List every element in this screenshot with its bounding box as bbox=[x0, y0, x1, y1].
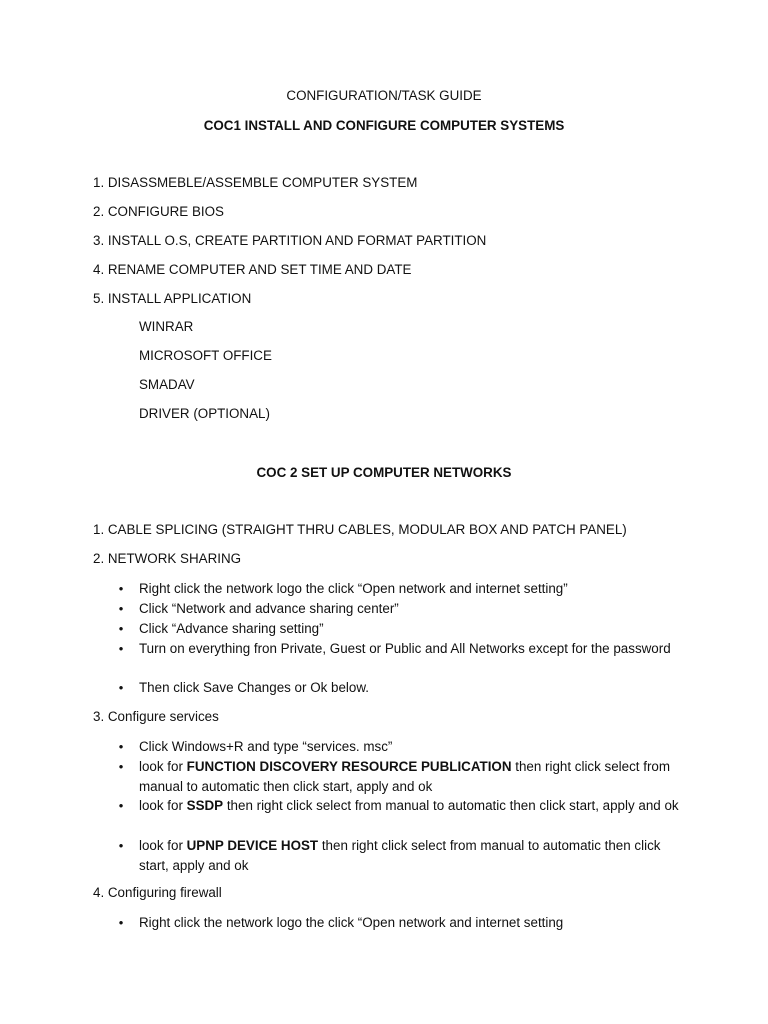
service-name: SSDP bbox=[186, 798, 224, 813]
coc2-item-4: 4. Configuring firewall bbox=[93, 885, 222, 900]
bullet-icon: • bbox=[118, 838, 124, 853]
bullet-icon: • bbox=[118, 739, 124, 754]
sharing-step-5: Then click Save Changes or Ok below. bbox=[139, 680, 369, 695]
services-step-1: Click Windows+R and type “services. msc” bbox=[139, 739, 393, 754]
sharing-step-2: Click “Network and advance sharing center” bbox=[139, 601, 399, 616]
services-step-2: look for FUNCTION DISCOVERY RESOURCE PUBLICATION then right click select from manual to automatic then click start, apply and ok bbox=[139, 759, 671, 794]
services-step-4: look for UPNP DEVICE HOST then right click select from manual to automatic then click start, apply and ok bbox=[139, 838, 661, 873]
bullet-icon: • bbox=[118, 915, 124, 930]
app-item-office: MICROSOFT OFFICE bbox=[139, 348, 272, 363]
bullet-icon: • bbox=[118, 601, 124, 616]
app-item-driver: DRIVER (OPTIONAL) bbox=[139, 406, 270, 421]
coc1-item-2: 2. CONFIGURE BIOS bbox=[93, 204, 224, 219]
bullet-icon: • bbox=[118, 581, 124, 596]
sharing-step-4: Turn on everything fron Private, Guest or Public and All Networks except for the password bbox=[139, 641, 671, 656]
coc1-heading: COC1 INSTALL AND CONFIGURE COMPUTER SYSTEMS bbox=[203, 118, 565, 133]
bullet-icon: • bbox=[118, 641, 124, 656]
app-item-smadav: SMADAV bbox=[139, 377, 195, 392]
services-step-3: look for SSDP then right click select from manual to automatic then click start, apply and ok bbox=[139, 798, 679, 813]
sharing-step-3: Click “Advance sharing setting” bbox=[139, 621, 324, 636]
firewall-step-1: Right click the network logo the click “Open network and internet setting bbox=[139, 915, 564, 930]
bullet-icon: • bbox=[118, 680, 124, 695]
coc1-item-1: 1. DISASSMEBLE/ASSEMBLE COMPUTER SYSTEM bbox=[93, 175, 418, 190]
bullet-icon: • bbox=[118, 621, 124, 636]
coc2-item-2: 2. NETWORK SHARING bbox=[93, 551, 242, 566]
coc1-item-5: 5. INSTALL APPLICATION bbox=[93, 291, 252, 306]
service-name: FUNCTION DISCOVERY RESOURCE PUBLICATION bbox=[186, 759, 512, 774]
app-item-winrar: WINRAR bbox=[139, 319, 194, 334]
coc1-item-4: 4. RENAME COMPUTER AND SET TIME AND DATE bbox=[93, 262, 412, 277]
bullet-icon: • bbox=[118, 759, 124, 774]
doc-title: CONFIGURATION/TASK GUIDE bbox=[286, 88, 482, 103]
coc1-item-3: 3. INSTALL O.S, CREATE PARTITION AND FORMAT PARTITION bbox=[93, 233, 487, 248]
coc2-item-3: 3. Configure services bbox=[93, 709, 219, 724]
coc2-heading: COC 2 SET UP COMPUTER NETWORKS bbox=[256, 465, 512, 480]
service-name: UPNP DEVICE HOST bbox=[186, 838, 319, 853]
coc2-item-1: 1. CABLE SPLICING (STRAIGHT THRU CABLES, MODULAR BOX AND PATCH PANEL) bbox=[93, 522, 627, 537]
bullet-icon: • bbox=[118, 798, 124, 813]
sharing-step-1: Right click the network logo the click “Open network and internet setting” bbox=[139, 581, 568, 596]
